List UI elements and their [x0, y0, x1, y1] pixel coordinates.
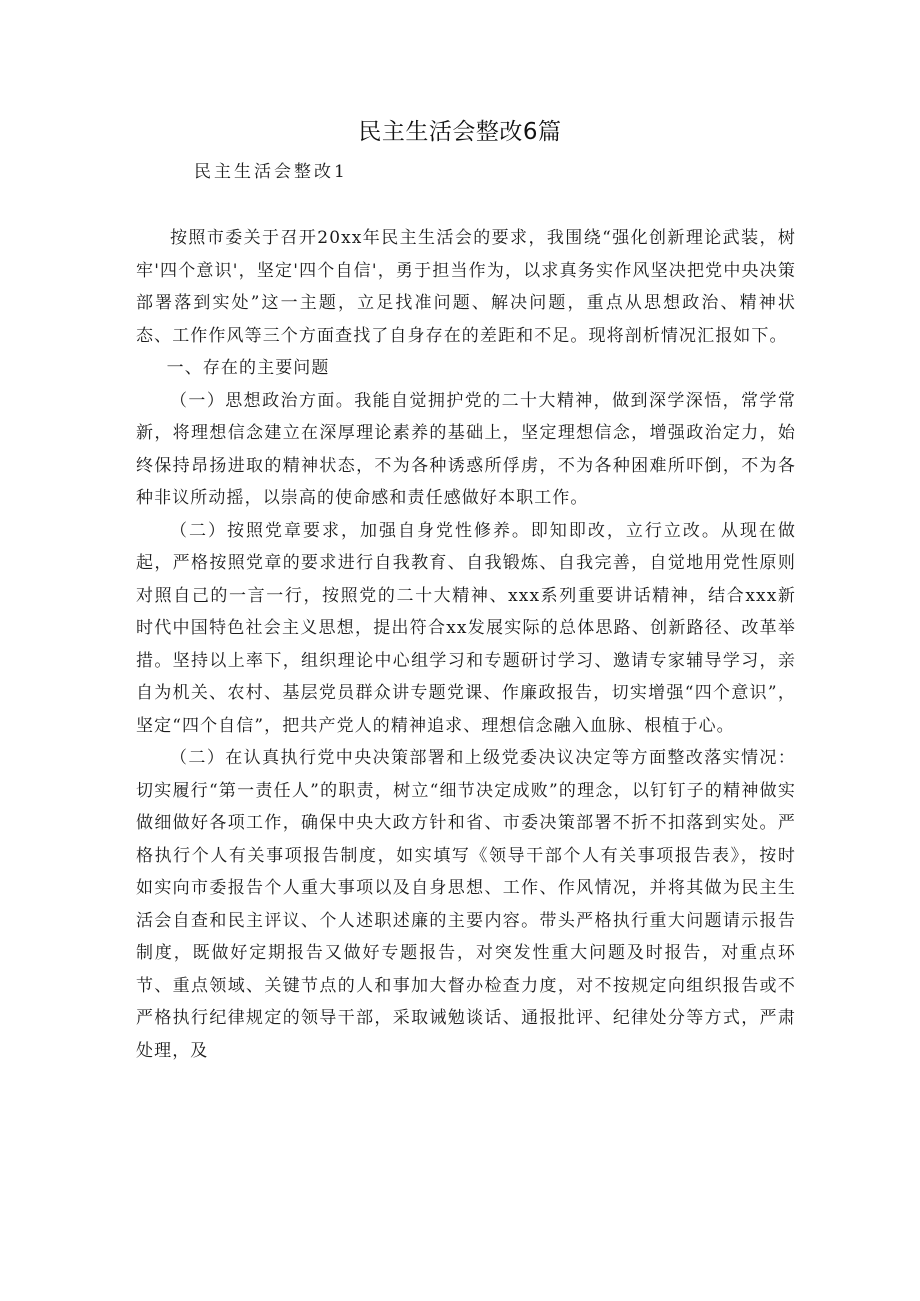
paragraph-political: （一）思想政治方面。我能自觉拥护党的二十大精神，做到深学深悟，常学常新，将理想信念建立在深厚理论素养的基础上，坚定理想信念，增强政治定力，始终保持昂扬进取的精神状态，不为各种诱惑所俘虏，不为各种困难所吓倒，不为各种非议所动摇，以崇高的使命感和责任感做好本职工作。 — [136, 390, 796, 508]
document-body — [136, 222, 796, 1067]
paragraph-party-constitution: （二）按照党章要求，加强自身党性修养。即知即改，立行立改。从现在做起，严格按照党章的要求进行自我教育、自我锻炼、自我完善，自觉地用党性原则对照自己的一言一行，按照党的二十大精神、xxx系列重要讲话精神，结合xxx新时代中国特色社会主义思想，提出符合xx发展实际的总体思路、创新路径、改革举措。坚持以上率下，组织理论中心组学习和专题研讨学习、邀请专家辅导学习，亲自为机关、农村、基层党员群众讲专题党课、作廉政报告，切实增强“四个意识”，坚定“四个自信”，把共产党人的精神追求、理想信念融入血脉、根植于心。 — [136, 520, 796, 736]
paragraph-intro: 按照市委关于召开20xx年民主生活会的要求，我围绕“强化创新理论武装，树牢'四个意识'，坚定'四个自信'，勇于担当作为，以求真务实作风坚决把党中央决策部署落到实处”这一主题，立足找准问题、解决问题，重点从思想政治、精神状态、工作作风等三个方面查找了自身存在的差距和不足。现将剖析情况汇报如下。 — [136, 228, 796, 346]
paragraph-implementation: （二）在认真执行党中央决策部署和上级党委决议决定等方面整改落实情况：切实履行“第一责任人”的职责，树立“细节决定成败”的理念，以钉钉子的精神做实做细做好各项工作，确保中央大政方针和省、市委决策部署不折不扣落到实处。严格执行个人有关事项报告制度，如实填写《领导干部个人有关事项报告表》，按时如实向市委报告个人重大事项以及自身思想、工作、作风情况，并将其做为民主生活会自查和民主评议、个人述职述廉的主要内容。带头严格执行重大问题请示报告制度，既做好定期报告又做好专题报告，对突发性重大问题及时报告，对重点环节、重点领域、关键节点的人和事加大督办检查力度，对不按规定向组织报告或不严格执行纪律规定的领导干部，采取诫勉谈话、通报批评、纪律处分等方式，严肃处理，及 — [136, 748, 796, 1061]
document-title: 民主生活会整改6篇 — [358, 119, 562, 145]
document-subtitle: 民主生活会整改1 — [194, 162, 348, 182]
section-heading: 一、存在的主要问题 — [166, 358, 330, 378]
